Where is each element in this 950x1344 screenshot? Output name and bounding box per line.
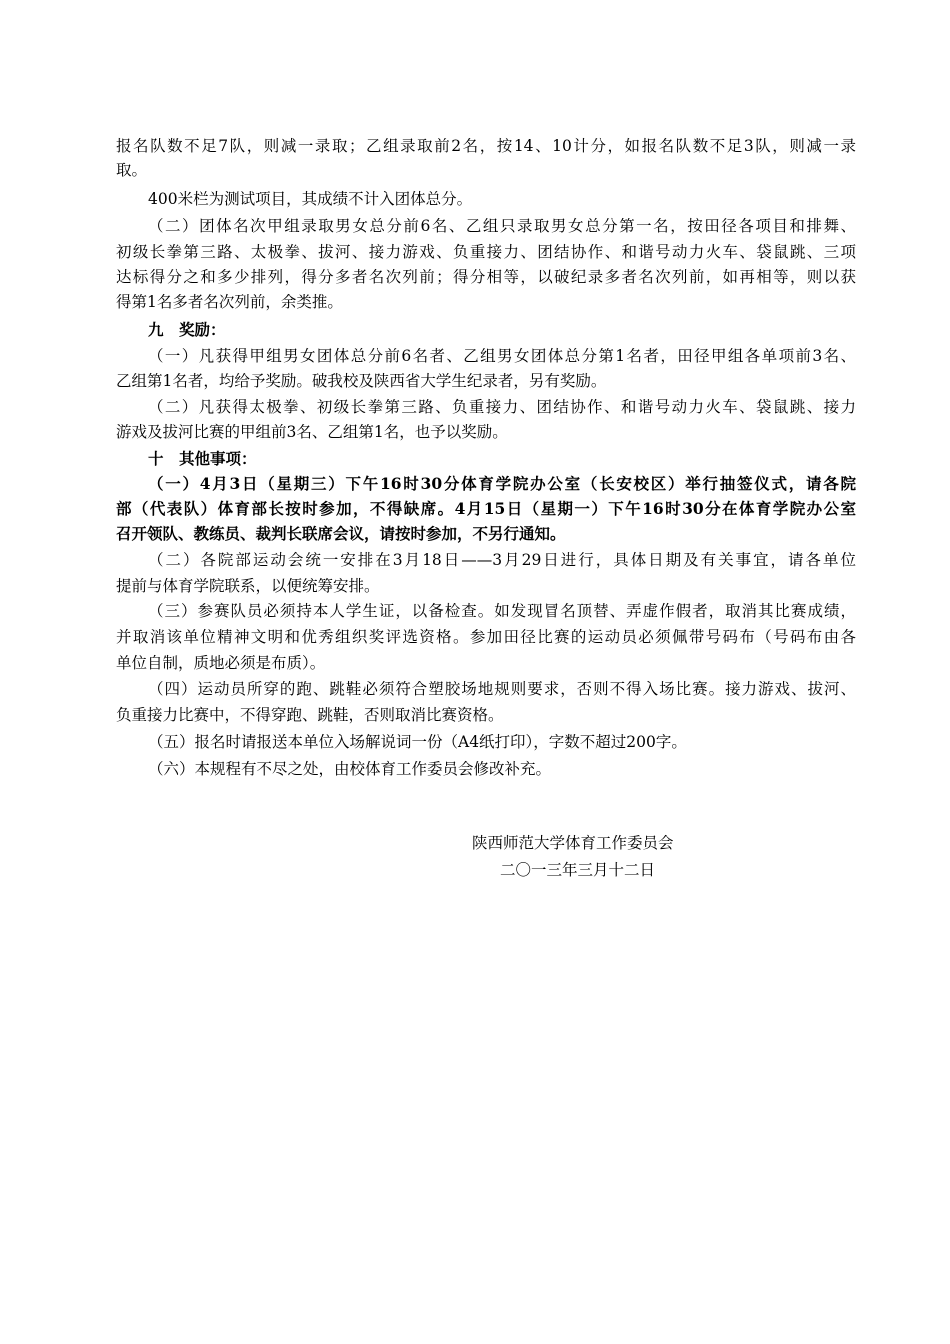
paragraph-line: （一）凡获得甲组男女团体总分前6名者、乙组男女团体总分第1名者，田径甲组各单项前3名、	[148, 347, 856, 365]
paragraph-line: 报名队数不足7队，则减一录取；乙组录取前2名，按14、10计分，如报名队数不足3队，则减一录	[116, 137, 856, 155]
section-heading-rewards: 九 奖励：	[148, 320, 226, 339]
paragraph-line: 游戏及拔河比赛的甲组前3名、乙组第1名，也予以奖励。	[116, 423, 508, 441]
bold-notice-line: 召开领队、教练员、裁判长联席会议，请按时参加，不另行通知。	[116, 524, 566, 543]
paragraph-line: （三）参赛队员必须持本人学生证，以备检查。如发现冒名顶替、弄虚作假者，取消其比赛成绩，	[148, 602, 856, 620]
paragraph-line: （二）团体名次甲组录取男女总分前6名、乙组只录取男女总分第一名，按田径各项目和排舞、	[148, 217, 856, 235]
paragraph-line: 初级长拳第三路、太极拳、拔河、接力游戏、负重接力、团结协作、和谐号动力火车、袋鼠跳、三项	[116, 243, 856, 261]
signature-date: 二〇一三年三月十二日	[500, 861, 656, 879]
signature-organization: 陕西师范大学体育工作委员会	[472, 834, 674, 852]
paragraph-line: （二）凡获得太极拳、初级长拳第三路、负重接力、团结协作、和谐号动力火车、袋鼠跳、接力	[148, 398, 856, 416]
bold-notice-line: （一）4月3日（星期三）下午16时30分体育学院办公室（长安校区）举行抽签仪式，请各院	[148, 474, 856, 493]
bold-notice-line: 部（代表队）体育部长按时参加，不得缺席。4月15日（星期一）下午16时30分在体育学院办公室	[116, 499, 856, 518]
paragraph-line: （四）运动员所穿的跑、跳鞋必须符合塑胶场地规则要求，否则不得入场比赛。接力游戏、拔河、	[148, 680, 856, 698]
paragraph-line: 乙组第1名者，均给予奖励。破我校及陕西省大学生纪录者，另有奖励。	[116, 372, 607, 390]
paragraph-line: 400米栏为测试项目，其成绩不计入团体总分。	[148, 190, 473, 208]
paragraph-line: （二）各院部运动会统一安排在3月18日——3月29日进行，具体日期及有关事宜，请各单位	[148, 551, 856, 569]
paragraph-line: 取。	[116, 161, 148, 179]
section-heading-other: 十 其他事项：	[148, 449, 257, 468]
paragraph-line: 达标得分之和多少排列，得分多者名次列前；得分相等，以破纪录多者名次列前，如再相等，则以获	[116, 268, 856, 286]
paragraph-line: 提前与体育学院联系，以便统筹安排。	[116, 577, 380, 595]
paragraph-line: （六）本规程有不尽之处，由校体育工作委员会修改补充。	[148, 760, 552, 778]
paragraph-line: 负重接力比赛中，不得穿跑、跳鞋，否则取消比赛资格。	[116, 706, 504, 724]
paragraph-line: （五）报名时请报送本单位入场解说词一份（A4纸打印），字数不超过200字。	[148, 733, 687, 751]
paragraph-line: 并取消该单位精神文明和优秀组织奖评选资格。参加田径比赛的运动员必须佩带号码布（号码布由各	[116, 628, 856, 646]
paragraph-line: 得第1名多者名次列前，余类推。	[116, 293, 343, 311]
paragraph-line: 单位自制，质地必须是布质）。	[116, 654, 326, 672]
